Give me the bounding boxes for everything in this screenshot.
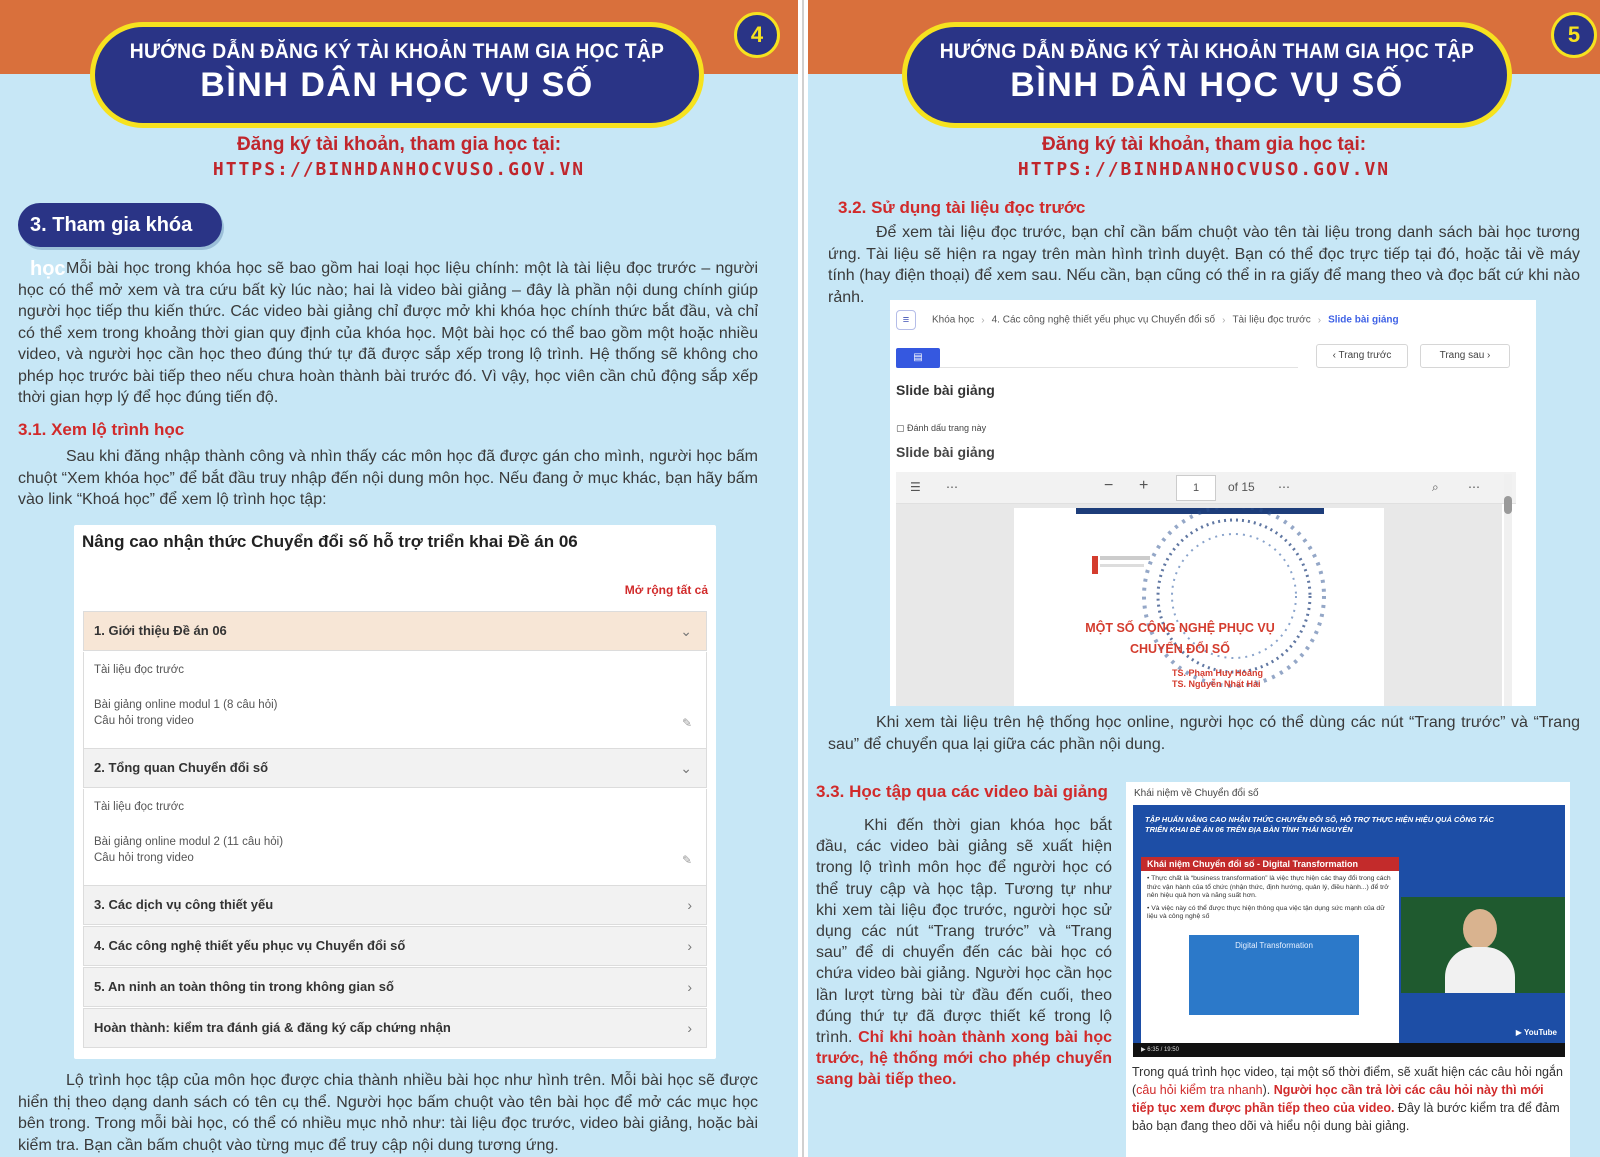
slide-title-line-1: MỘT SỐ CÔNG NGHỆ PHỤC VỤ bbox=[1085, 621, 1275, 635]
menu-dots-icon[interactable]: ⋯ bbox=[1468, 480, 1480, 494]
pdf-scrollbar[interactable] bbox=[1504, 474, 1512, 706]
reading-text: Để xem tài liệu đọc trước, bạn chỉ cần bấm chuột vào tên tài liệu trong danh sách bài học tương ứng. Tài liệu sẽ hiện ra ngay trên màn hình trình duyệt. Bạn có thể đọc trực tiếp tại đó, hoặc tải về máy tính (hay điện thoại) để xem sau. Nếu cần, bạn cũng có thể in ra giấy để mang theo và đọc bất cứ khi nào rảnh. bbox=[828, 224, 1580, 306]
module-label: 1. Giới thiệu Đề án 06 bbox=[94, 623, 227, 638]
bookmark-toggle[interactable] bbox=[896, 423, 986, 434]
lesson-label: Bài giảng online modul 1 (8 câu hỏi) bbox=[94, 699, 278, 711]
module-content bbox=[83, 652, 707, 748]
module-item[interactable] bbox=[83, 926, 707, 966]
chevron-right-icon: › bbox=[687, 938, 692, 954]
video-text: Khi đến thời gian khóa học bắt đầu, các video bài giảng sẽ xuất hiện trong lộ trình môn học để người học có thể truy cập và học tập. Tương tự như khi xem tài liệu đọc trước, người học sử dụng các nút “Trang trước” và “Trang sau” để di chuyển đến các bài học có chứa video bài giảng. Người học cần học lần lượt từng bài từ đầu đến cuối, theo đúng thứ tự đã được thiết kế trong lộ trình. bbox=[816, 817, 1112, 1047]
section-title: 3. Tham gia khóa học bbox=[18, 203, 222, 247]
banner-line-2: BÌNH DÂN HỌC VỤ SỐ bbox=[1010, 66, 1404, 104]
video-caption bbox=[1132, 1063, 1566, 1135]
more-icon[interactable]: ⋯ bbox=[946, 480, 958, 494]
slide-title-line-2: CHUYỂN ĐỔI SỐ bbox=[1129, 642, 1230, 656]
edit-icon: ✎ bbox=[681, 716, 692, 730]
chevron-right-icon: › bbox=[687, 897, 692, 913]
menu-icon[interactable]: ≡ bbox=[896, 310, 916, 330]
play-icon[interactable]: ▶ bbox=[1141, 1047, 1148, 1053]
speaker-image bbox=[1401, 897, 1565, 993]
breadcrumb-item[interactable]: Khóa học bbox=[932, 314, 975, 326]
banner-line-2: BÌNH DÂN HỌC VỤ SỐ bbox=[200, 66, 594, 104]
video-time: 6:35 / 19:50 bbox=[1147, 1047, 1179, 1053]
module-item[interactable] bbox=[83, 611, 707, 651]
video-label: Khái niệm về Chuyển đổi số bbox=[1134, 788, 1259, 799]
breadcrumb-item[interactable]: Tài liệu đọc trước bbox=[1232, 314, 1311, 326]
outline-icon[interactable]: ☰ bbox=[910, 480, 921, 494]
reading-link[interactable]: Tài liệu đọc trước bbox=[94, 664, 185, 676]
module-label: 2. Tổng quan Chuyển đổi số bbox=[94, 760, 269, 775]
navigation-paragraph bbox=[828, 712, 1580, 755]
edit-icon: ✎ bbox=[681, 853, 692, 867]
lesson-sub-label: Câu hỏi trong video bbox=[94, 852, 194, 864]
next-label: Trang sau bbox=[1439, 350, 1485, 361]
video-player[interactable] bbox=[1133, 805, 1565, 1057]
page-number: 4 bbox=[734, 12, 780, 58]
subsection-title-3-3: 3.3. Học tập qua các video bài giảng bbox=[816, 782, 1108, 801]
chevron-down-icon: ⌄ bbox=[680, 623, 692, 639]
title-banner bbox=[902, 22, 1512, 128]
document-viewer-screenshot bbox=[890, 300, 1536, 706]
video-player-screenshot bbox=[1126, 782, 1570, 1157]
register-url[interactable]: HTTPS://BINHDANHOCVUSO.GOV.VN bbox=[1017, 159, 1391, 180]
course-roadmap-card bbox=[74, 525, 716, 1059]
chevron-left-icon: ‹ bbox=[1332, 350, 1339, 361]
subsection-title-3-1: 3.1. Xem lộ trình học bbox=[18, 420, 185, 439]
register-info bbox=[808, 134, 1600, 180]
module-item[interactable] bbox=[83, 1008, 707, 1048]
register-info bbox=[0, 134, 798, 180]
navigation-text: Khi xem tài liệu trên hệ thống học online, người học có thể dùng các nút “Trang trước” và “Trang sau” để chuyển qua lại giữa các phần nội dung. bbox=[828, 714, 1580, 753]
chevron-right-icon: › bbox=[1484, 350, 1491, 361]
search-icon[interactable]: ⌕ bbox=[1432, 480, 1439, 494]
caption-text-1: Trong quá trình học video, tại một số thời điểm, sẽ xuất hiện các câu hỏi ngắn ( bbox=[1132, 1065, 1563, 1097]
module-item[interactable] bbox=[83, 748, 707, 788]
page-total: of 15 bbox=[1228, 480, 1255, 494]
author-2: TS. Nguyễn Nhất Hải bbox=[1172, 679, 1261, 689]
register-label: Đăng ký tài khoản, tham gia học tại: bbox=[1041, 134, 1367, 155]
chevron-right-icon: › bbox=[687, 1020, 692, 1036]
roadmap-text: Sau khi đăng nhập thành công và nhìn thấy các môn học đã được gán cho mình, người học bấm chuột “Xem khóa học” để bắt đầu truy nhập đến nội dung môn học. Nếu đang ở mục khác, bạn hãy bấm vào link “Khoá học” để xem lộ trình học tập: bbox=[18, 448, 758, 508]
banner-line-1: HƯỚNG DẪN ĐĂNG KÝ TÀI KHOẢN THAM GIA HỌC TẬP bbox=[129, 40, 665, 63]
register-label: Đăng ký tài khoản, tham gia học tại: bbox=[236, 134, 562, 155]
subsection-title-3-2: 3.2. Sử dụng tài liệu đọc trước bbox=[838, 198, 1086, 217]
youtube-logo[interactable]: ▶ YouTube bbox=[1515, 1028, 1557, 1037]
reading-link[interactable]: Tài liệu đọc trước bbox=[94, 801, 185, 813]
module-item[interactable] bbox=[83, 885, 707, 925]
digital-transformation-diagram: Digital Transformation bbox=[1189, 935, 1359, 1015]
module-item[interactable] bbox=[83, 967, 707, 1007]
intro-paragraph bbox=[18, 258, 758, 409]
next-page-button[interactable] bbox=[1420, 344, 1510, 368]
pdf-page bbox=[1014, 508, 1384, 706]
slide-title bbox=[1080, 618, 1280, 660]
course-title: Nâng cao nhận thức Chuyển đổi số hỗ trợ triển khai Đề án 06 bbox=[82, 532, 578, 551]
tab-row bbox=[896, 348, 1298, 368]
banner-line-1: HƯỚNG DẪN ĐĂNG KÝ TÀI KHOẢN THAM GIA HỌC TẬP bbox=[939, 40, 1475, 63]
right-page bbox=[808, 0, 1600, 1157]
breadcrumb-item[interactable]: 4. Các công nghệ thiết yếu phục vụ Chuyển đổi số bbox=[991, 314, 1216, 326]
zoom-out-icon[interactable]: − bbox=[1104, 477, 1114, 494]
module-label: 3. Các dịch vụ công thiết yếu bbox=[94, 897, 274, 912]
page-spine bbox=[798, 0, 808, 1157]
module-content bbox=[83, 789, 707, 885]
lesson-label: Bài giảng online modul 2 (11 câu hỏi) bbox=[94, 836, 284, 848]
pdf-viewport bbox=[896, 504, 1502, 706]
author-1: TS. Phạm Huy Hoàng bbox=[1172, 668, 1264, 678]
prev-page-button[interactable] bbox=[1316, 344, 1408, 368]
video-bullet-2: • Và việc này có thể được thực hiện thông qua việc tận dụng sức mạnh của dữ liệu và công nghệ số bbox=[1147, 904, 1385, 920]
caption-highlight: câu hỏi kiểm tra nhanh bbox=[1136, 1083, 1263, 1097]
scroll-thumb[interactable] bbox=[1504, 496, 1512, 514]
document-tab[interactable] bbox=[896, 348, 940, 368]
module-label: Hoàn thành: kiểm tra đánh giá & đăng ký cấp chứng nhận bbox=[94, 1020, 451, 1035]
caption-text-3: Đây là bước kiểm tra để đảm bảo bạn đang theo dõi và hiểu nội dung bài giảng. bbox=[1132, 1101, 1560, 1133]
slide-authors bbox=[1172, 668, 1263, 690]
document-title: Slide bài giảng bbox=[896, 444, 995, 460]
bottom-text: Lộ trình học tập của môn học được chia thành nhiều bài học như hình trên. Mỗi bài học sẽ được hiển thị theo dạng danh sách có tên cụ thể. Người học bấm chuột vào tên bài học để mở các mục học bên trong. Trong mỗi bài học, có thể có nhiều mục nhỏ như: tài liệu đọc trước, video bài giảng, hoặc bài kiểm tra. Bạn cần bấm chuột vào từng mục để truy cập nội dung tương ứng. bbox=[18, 1072, 758, 1154]
video-controls[interactable] bbox=[1133, 1043, 1565, 1057]
bookmark-icon: ▢ bbox=[896, 423, 908, 433]
module-list bbox=[83, 611, 707, 1049]
prev-label: Trang trước bbox=[1338, 350, 1392, 361]
document-icon: ▤ bbox=[913, 352, 923, 363]
lesson-heading: Slide bài giảng bbox=[896, 382, 995, 398]
bottom-paragraph bbox=[18, 1070, 758, 1156]
title-banner bbox=[90, 22, 704, 128]
left-page bbox=[0, 0, 798, 1157]
zoom-in-icon[interactable]: + bbox=[1139, 477, 1149, 494]
chevron-right-icon: › bbox=[687, 979, 692, 995]
lesson-link[interactable] bbox=[94, 834, 696, 866]
more-options-icon[interactable]: ⋯ bbox=[1278, 480, 1290, 494]
lesson-sub-label: Câu hỏi trong video bbox=[94, 715, 194, 727]
page-number: 5 bbox=[1551, 12, 1597, 58]
page-input[interactable]: 1 bbox=[1176, 475, 1216, 501]
youtube-label: YouTube bbox=[1523, 1028, 1557, 1037]
caption-bold: Người học cần trả lời các câu hỏi này thì mới tiếp tục xem được phần tiếp theo của video. bbox=[1132, 1083, 1544, 1115]
video-warning-text: Chỉ khi hoàn thành xong bài học trước, hệ thống mới cho phép chuyển sang bài tiếp theo. bbox=[816, 1029, 1113, 1089]
reading-paragraph bbox=[828, 222, 1580, 308]
breadcrumb: ≡ Khóa học › 4. Các công nghệ thiết yếu phục vụ Chuyển đổi số › Tài liệu đọc trước › Slide bài giảng bbox=[896, 310, 1399, 330]
caption-text-2: ). bbox=[1262, 1083, 1274, 1097]
expand-all-link[interactable]: Mở rộng tất cả bbox=[624, 583, 708, 597]
roadmap-paragraph bbox=[18, 446, 758, 511]
video-banner: TẬP HUẤN NÂNG CAO NHẬN THỨC CHUYỂN ĐỔI SỐ, HỖ TRỢ THỰC HIỆN HIỆU QUẢ CÔNG TÁC TRIỂN KHAI ĐỀ ÁN 06 TRÊN ĐỊA BÀN TỈNH THÁI NGUYÊN bbox=[1145, 815, 1494, 834]
bookmark-label: Đánh dấu trang này bbox=[907, 423, 987, 433]
video-bullet-1: • Thực chất là “business transformation” là việc thực hiện các thay đổi trong cách thức vận hành của tổ chức (nhận thức, định hướng, quản lý, điều hành...) để trở nên hiệu quả hơn và năng suất hơn. bbox=[1147, 875, 1391, 899]
video-slide-title: Khái niệm Chuyển đổi số - Digital Transformation bbox=[1141, 857, 1399, 871]
breadcrumb-current: Slide bài giảng bbox=[1328, 314, 1399, 326]
video-paragraph bbox=[816, 815, 1112, 1091]
module-label: 5. An ninh an toàn thông tin trong không gian số bbox=[94, 979, 394, 994]
intro-text: Mỗi bài học trong khóa học sẽ bao gồm hai loại học liệu chính: một là tài liệu đọc trước – người học có thể mở xem và tra cứu bất kỳ lúc nào; hai là video bài giảng – đây là phần nội dung chính giúp người học tiếp thu kiến thức. Các video bài giảng chỉ được mở khi khóa học chính thức bắt đầu, và chỉ có thể xem trong khoảng thời gian quy định của khóa học. Một bài học có thể bao gồm một hoặc nhiều video, và người học cần học theo đúng thứ tự đã được sắp xếp trong lộ trình. Hệ thống sẽ không cho phép học trước bài tiếp theo nếu chưa hoàn thành bài trước đó. Vì vậy, học viên cần chủ động sắp xếp thời gian hợp lý để học đúng tiến độ. bbox=[18, 260, 758, 406]
module-label: 4. Các công nghệ thiết yếu phục vụ Chuyển đổi số bbox=[94, 938, 406, 953]
chevron-down-icon: ⌄ bbox=[680, 760, 692, 776]
lesson-link[interactable] bbox=[94, 697, 696, 729]
register-url[interactable]: HTTPS://BINHDANHOCVUSO.GOV.VN bbox=[212, 159, 586, 180]
pdf-toolbar bbox=[896, 472, 1516, 504]
